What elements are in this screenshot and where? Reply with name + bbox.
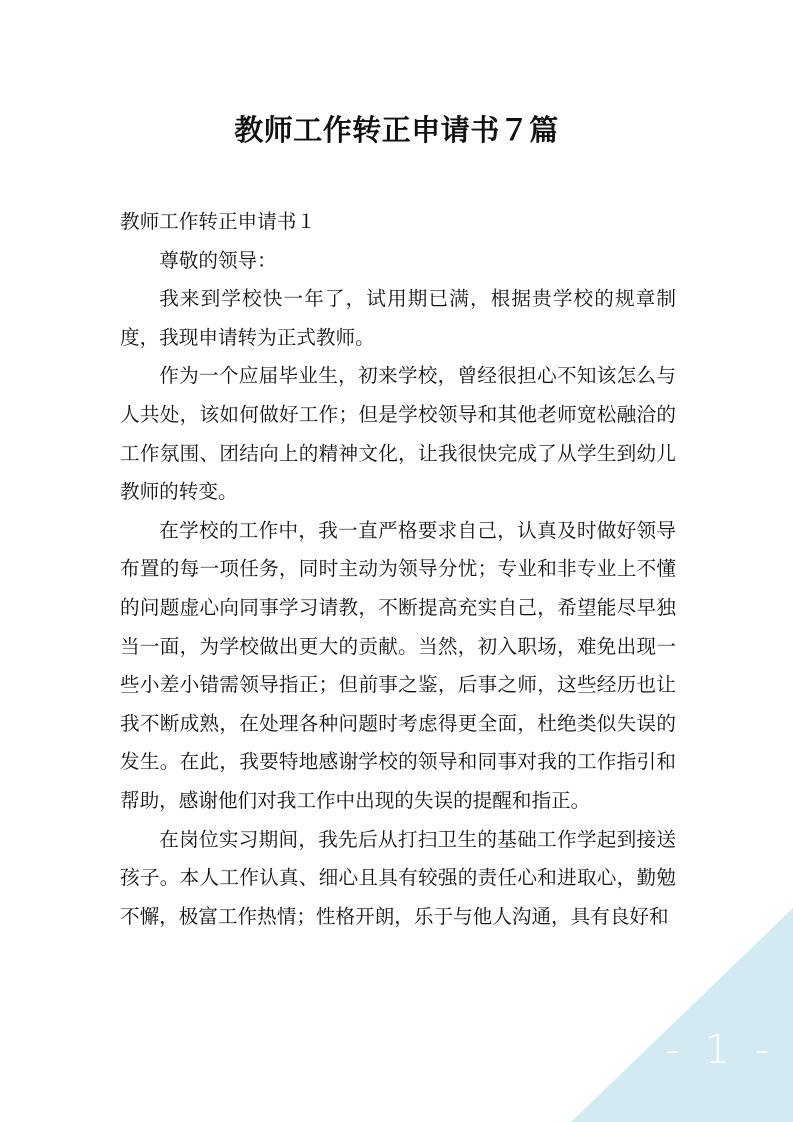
corner-decoration [571, 908, 793, 1122]
paragraph-intro: 我来到学校快一年了，试用期已满，根据贵学校的规章制度，我现申请转为正式教师。 [120, 287, 676, 349]
document-body [120, 203, 676, 936]
salutation: 尊敬的领导： [159, 248, 277, 272]
paragraph-internship: 在岗位实习期间，我先后从打扫卫生的基础工作学起到接送孩子。本人工作认真、细心且具有较强的责任心和进取心，勤勉不懈，极富工作热情；性格开朗，乐于与他人沟通，具有良好和 [120, 827, 676, 928]
page-number: - 1 - [665, 1027, 775, 1073]
paragraph-adaptation: 作为一个应届毕业生，初来学校，曾经很担心不知该怎么与人共处，该如何做好工作；但是学校领导和其他老师宽松融洽的工作氛围、团结向上的精神文化，让我很快完成了从学生到幼儿教师的转变。 [120, 364, 676, 504]
paragraph-work: 在学校的工作中，我一直严格要求自己，认真及时做好领导布置的每一项任务，同时主动为领导分忧；专业和非专业上不懂的问题虚心向同事学习请教，不断提高充实自己，希望能尽早独当一面，为学校做出更大的贡献。当然，初入职场，难免出现一些小差小错需领导指正；但前事之鉴，后事之师，这些经历也让我不断成熟，在处理各种问题时考虑得更全面，杜绝类似失误的发生。在此，我要特地感谢学校的领导和同事对我的工作指引和帮助，感谢他们对我工作中出现的失误的提醒和指正。 [120, 518, 676, 812]
section-heading: 教师工作转正申请书１ [120, 210, 316, 233]
document-title: 教师工作转正申请书７篇 [234, 113, 559, 147]
